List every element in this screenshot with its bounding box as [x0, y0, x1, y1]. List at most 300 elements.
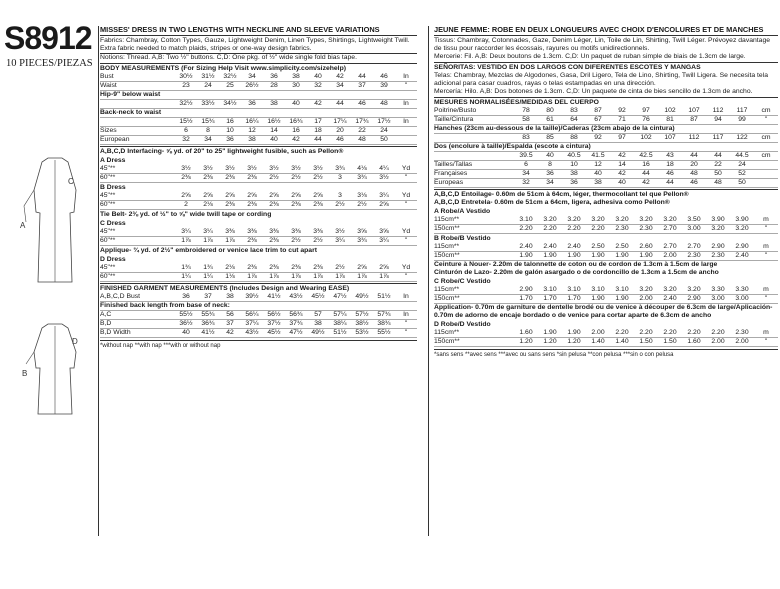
en-body-row-label: Sizes [100, 127, 117, 134]
fr-fabric-row-label: 115cm** [434, 216, 460, 223]
en-body-row [100, 118, 417, 127]
en-finished-unit: " [404, 320, 408, 327]
en-finished-cell: 53½ [355, 329, 369, 336]
en-finished-cell: 37¼ [245, 320, 259, 327]
fr-fabric-cell: 2.00 [591, 329, 605, 336]
en-finished-cell: 37¾ [289, 320, 303, 327]
en-body-cell: 31½ [201, 73, 215, 80]
fr-fabric-cell: 1.70 [519, 295, 533, 302]
fr-fabric-row-label: 115cm** [434, 243, 460, 250]
en-fabric-cell: 1⅞ [335, 273, 345, 280]
en-fabric-row-cells [175, 165, 417, 173]
fr-fabric-row [434, 286, 778, 295]
fr-fabric-cell: 1.90 [615, 295, 629, 302]
fr-fabric-cell: 2.20 [543, 225, 557, 232]
fr-fabric-cell: 1.90 [519, 252, 533, 259]
en-body-cell: 36 [226, 136, 234, 143]
en-finished-row-label: A,B,C,D Bust [100, 293, 141, 300]
fr-fabric-cell: 2.30 [735, 329, 749, 336]
fr-mes-cell: 34 [546, 179, 554, 186]
en-fabric-cell: 2½ [335, 264, 345, 271]
en-fabric-cell: 1⅞ [379, 273, 389, 280]
fr-mes-cell: 48 [714, 179, 722, 186]
en-title: MISSES' DRESS IN TWO LENGTHS WITH NECKLINE AND SLEEVE VARIATIONS [100, 26, 417, 36]
fr-mes-title: MESURES NORMALISÉES/MEDIDAS DEL CUERPO [434, 97, 778, 107]
en-finished-row-label: Finished back length from base of neck: [100, 302, 230, 309]
en-body-row [100, 82, 417, 91]
en-body-cell: 16½ [267, 118, 281, 125]
en-fabric-cell: 1⅛ [225, 273, 235, 280]
fr-fabric-cell: 2.00 [711, 338, 725, 345]
en-fabric-group-name: Tie Belt- 2⅜ yd. of ½" to ⅝" wide twill tape or cording [100, 211, 272, 218]
sketch-label-c: C [68, 177, 74, 186]
en-body-cell: 24 [380, 127, 388, 134]
en-fabric-cell: 1⅞ [313, 273, 323, 280]
fr-mes-cell: 38 [594, 179, 602, 186]
en-body-row [100, 73, 417, 82]
fr-measurements-table [434, 107, 778, 188]
fr-tissus: Tissus: Chambray, Cotonnades, Gaze, Denim Léger, Lin, Toile de Lin, Shirting, Twill Léger. Prévoyez davantage de tissu pour raccorder les écossais, rayures ou motifs unidirectionnels. [434, 37, 770, 52]
fr-fabric-unit: m [763, 329, 769, 336]
en-fabric-row-cells [175, 174, 417, 182]
fr-fabric-cell: 1.90 [567, 329, 581, 336]
en-fabric-cell: 2½ [335, 201, 345, 208]
fr-fabric-cell: 2.20 [591, 225, 605, 232]
en-fabric-cell: 2⅝ [357, 264, 367, 271]
en-fabric-cell: 1⅞ [225, 237, 235, 244]
en-body-cell: 34 [336, 82, 344, 89]
fr-mes-cell: 61 [546, 116, 554, 123]
en-fabric-row-label: 45"** [100, 228, 116, 235]
en-fabric-cell: 3 [338, 192, 342, 199]
fr-mes-cell: 44 [642, 170, 650, 177]
fr-mes-cell: 40 [594, 170, 602, 177]
en-body-cell: 42 [292, 136, 300, 143]
en-fabric-cell: 2½ [291, 174, 301, 181]
en-body-cell: 37 [358, 82, 366, 89]
en-fabric-unit: Yd [401, 228, 411, 235]
fr-fabric-unit: " [764, 295, 768, 302]
fr-mes-cell: 92 [618, 107, 626, 114]
fr-mes-cell: 83 [570, 107, 578, 114]
en-body-cell: 17½ [377, 118, 391, 125]
en-finished-unit: " [404, 329, 408, 336]
en-fabric-cell: 2⅜ [181, 174, 191, 181]
en-body-cell: 25 [226, 82, 234, 89]
en-finished-cell: 55¾ [201, 311, 215, 318]
en-body-cell: 40 [314, 73, 322, 80]
en-finished-unit: In [403, 311, 409, 318]
en-body-cell: 34 [248, 73, 256, 80]
en-body-cell: 46 [380, 73, 388, 80]
en-fabric-cell: 2⅜ [225, 201, 235, 208]
en-body-cell: 23 [182, 82, 190, 89]
en-fabric-cell: 3½ [269, 165, 279, 172]
en-fabric-unit: Yd [401, 264, 411, 271]
en-fabric-row-cells [175, 228, 417, 236]
fr-mes-cell: 10 [570, 161, 578, 168]
en-body-unit: In [403, 73, 409, 80]
french-spanish-column [434, 26, 778, 359]
fr-mes-cell: 40.5 [567, 152, 581, 159]
en-fabric-cell: 2⅜ [247, 237, 257, 244]
fr-mes-cell: 58 [522, 116, 530, 123]
fr-mes-cell: 44 [714, 152, 722, 159]
fr-mes-cell: 87 [690, 116, 698, 123]
fr-fabric-cell: 3.10 [519, 216, 533, 223]
fr-fabric-cell: 3.20 [711, 225, 725, 232]
en-finished-cell: 38 [226, 293, 234, 300]
fr-fabric-cell: 3.20 [735, 225, 749, 232]
en-body-cell: 18 [314, 127, 322, 134]
fr-mes-cell: 42 [618, 170, 626, 177]
fr-mes-cell: 22 [714, 161, 722, 168]
fr-fabric-cell: 2.20 [687, 329, 701, 336]
fr-fabric-cell: 2.20 [519, 225, 533, 232]
en-body-cell: 34½ [223, 100, 237, 107]
en-fabric-cell: 3¼ [181, 228, 191, 235]
en-fabric-row [100, 165, 417, 174]
en-finished-cell: 49½ [311, 329, 325, 336]
fr-fabric-cell: 1.90 [591, 252, 605, 259]
en-body-title: BODY MEASUREMENTS (For Sizing Help Visit www.simplicity.com/sizehelp) [100, 63, 417, 73]
fr-fabric-cell: 2.90 [687, 295, 701, 302]
fr-fabric-cell: 1.90 [615, 252, 629, 259]
fr-fabric-cell: 1.20 [567, 338, 581, 345]
en-fabric-cell: 2⅜ [291, 264, 301, 271]
en-fabric-cell: 2⅝ [225, 192, 235, 199]
fr-fabric-cell: 2.30 [639, 225, 653, 232]
en-body-unit [395, 136, 417, 144]
en-body-row-label: Bust [100, 73, 114, 80]
fr-fabric-cell: 1.40 [615, 338, 629, 345]
fr-fabric-cell: 3.20 [663, 216, 677, 223]
en-finished-cell: 57 [314, 311, 322, 318]
fr-fabric-cell: 1.90 [543, 252, 557, 259]
fr-fabric-row [434, 225, 778, 234]
en-body-cell: 16 [292, 127, 300, 134]
en-fabric-cell: 2⅜ [247, 174, 257, 181]
en-body-cell: 16¼ [245, 118, 259, 125]
en-body-row-cells [175, 118, 417, 126]
en-finished-cell: 55½ [377, 329, 391, 336]
en-fabric-cell: 2⅝ [203, 192, 213, 199]
fr-mes-unit: cm [761, 134, 771, 141]
en-body-cell: 15¾ [201, 118, 215, 125]
en-finished-cell: 37½ [267, 320, 281, 327]
fr-mes-cell: 117 [712, 134, 724, 141]
en-finished-cell: 39½ [245, 293, 259, 300]
en-finished-cell: 36 [182, 293, 190, 300]
fr-mes-cell: 102 [664, 107, 676, 114]
fr-mes-row [434, 143, 778, 152]
fr-mes-cell: 18 [666, 161, 674, 168]
en-finished-row-cells [175, 329, 417, 337]
en-body-row-label: Back-neck to waist [100, 109, 162, 116]
en-fabric-cell: 2½ [313, 174, 323, 181]
en-body-cell: 12 [248, 127, 256, 134]
fr-mes-row-label: Hanches (23cm au-dessous de la taille)/Caderas (23cm abajo de la cintura) [434, 125, 675, 132]
en-finished-cell: 56¼ [245, 311, 259, 318]
fr-fabric-cell: 2.00 [639, 295, 653, 302]
fr-mes-row-cells [514, 116, 778, 124]
en-fabric-cell: 2⅝ [269, 192, 279, 199]
fr-fabric-cell: 2.70 [663, 225, 677, 232]
es-entretela: A,B,C,D Entretela- 0.60m de 51cm a 64cm, ligera, adhesiva como Pellon® [434, 199, 670, 206]
fr-fabric-cell: 1.20 [519, 338, 533, 345]
fr-mes-cell: 88 [570, 134, 578, 141]
fr-mes-cell: 36 [570, 179, 578, 186]
fr-fabric-group-name: A Robe/A Vestido [434, 208, 491, 215]
fr-fabric-row-label: 150cm** [434, 338, 460, 345]
fr-fabric-cell: 2.40 [663, 295, 677, 302]
en-fabric-cell: 3¼ [335, 237, 345, 244]
sketch-label-b: B [22, 369, 28, 378]
en-finished-cell: 51½ [333, 329, 347, 336]
en-body-cell: 46 [358, 100, 366, 107]
en-fabric-row-cells [175, 201, 417, 209]
fr-mes-row [434, 179, 778, 188]
en-finished-unit: In [403, 293, 409, 300]
fr-mes-cell: 16 [642, 161, 650, 168]
en-body-cell: 32 [314, 82, 322, 89]
en-body-cell: 48 [358, 136, 366, 143]
fr-mes-cell: 20 [690, 161, 698, 168]
en-fabric-row-label: 45"** [100, 165, 116, 172]
en-body-cell: 30½ [179, 73, 193, 80]
fr-fabric-cell: 1.90 [543, 329, 557, 336]
en-body-unit: " [404, 82, 408, 89]
fr-mes-row [434, 152, 778, 161]
en-finished-cell: 40 [182, 329, 190, 336]
en-body-cell: 16 [226, 118, 234, 125]
en-finished-cell: 38¾ [377, 320, 391, 327]
en-fabric-cell: 2⅛ [225, 264, 235, 271]
fr-fabric-row-cells [514, 243, 778, 251]
en-body-cell: 50 [380, 136, 388, 143]
fr-fabric-cell: 3.20 [543, 216, 557, 223]
en-fabric-cell: 2⅝ [379, 264, 389, 271]
en-fabric-cell: 3¼ [203, 228, 213, 235]
fr-fabric-cell: 3.90 [735, 216, 749, 223]
en-finished-row-label: B,D Width [100, 329, 131, 336]
fr-mes-cell: 42.5 [639, 152, 653, 159]
fr-fabric-cell: 2.40 [519, 243, 533, 250]
en-fabric-cell: 2⅜ [247, 264, 257, 271]
fr-mes-cell: 44 [690, 152, 698, 159]
fr-mes-unit [754, 179, 778, 187]
en-finished-cell: 55½ [179, 311, 193, 318]
fr-mes-row-label: Tailles/Tallas [434, 161, 473, 168]
en-notions: Notions: Thread. A,B: Two ½" buttons. C,D: One pkg. of ½" wide single fold bias tape. [100, 53, 417, 62]
fr-mes-row [434, 125, 778, 134]
fr-mes-cell: 102 [640, 134, 652, 141]
fr-mes-cell: 44 [666, 179, 674, 186]
fr-fabric-row-label: 150cm** [434, 225, 460, 232]
en-fabric-row [100, 228, 417, 237]
en-fabric-row-cells [175, 192, 417, 200]
en-fabric-row-label: 60"** [100, 237, 116, 244]
fr-mes-cell: 122 [736, 134, 748, 141]
fr-fabric-cell: 1.20 [543, 338, 557, 345]
en-body-row-cells [175, 100, 417, 108]
fr-fabric-cell: 3.20 [567, 216, 581, 223]
fr-mes-row-label: Dos (encolure à taille)/Espalda (escote a cintura) [434, 143, 591, 150]
en-body-cell: 34 [204, 136, 212, 143]
fr-mes-unit [754, 170, 778, 178]
fr-mes-cell: 87 [594, 107, 602, 114]
fr-mes-row [434, 134, 778, 143]
fr-mes-cell: 8 [548, 161, 552, 168]
en-body-row-cells [175, 82, 417, 90]
en-fabric-cell: 3⅜ [269, 228, 279, 235]
en-finished-cell: 56¾ [289, 311, 303, 318]
en-fabric-row-cells [175, 237, 417, 245]
en-body-cell: 33½ [201, 100, 215, 107]
fr-mes-cell: 64 [570, 116, 578, 123]
fr-fabric-cell: 3.20 [639, 216, 653, 223]
fr-mes-cell: 32 [522, 179, 530, 186]
fr-fabric-row-cells [514, 338, 778, 346]
fr-fabric-row [434, 243, 778, 252]
fr-mes-cell: 92 [594, 134, 602, 141]
fr-mes-unit: cm [761, 152, 771, 159]
fr-fabric-row-cells [514, 295, 778, 303]
fr-fabric-note: Ceinture à Nouer- 2.20m de talonnette de coton ou de cordon de 1.3cm à 1.5cm de large [434, 261, 718, 268]
en-body-cell: 36 [248, 100, 256, 107]
en-finished-cell: 43½ [289, 293, 303, 300]
en-fabric-row-label: 45"** [100, 192, 116, 199]
fr-fabric-cell: 1.60 [519, 329, 533, 336]
en-finished-cell: 45½ [267, 329, 281, 336]
fr-fabric-row-cells [514, 252, 778, 260]
en-fabric-unit: Yd [401, 165, 411, 172]
fr-fabric-row [434, 216, 778, 225]
fr-mes-row-label: Europeas [434, 179, 464, 186]
en-body-cell: 39 [380, 82, 388, 89]
en-fabric-row [100, 192, 417, 201]
en-fabric-cell: 3⅜ [225, 228, 235, 235]
en-body-cell: 28 [270, 82, 278, 89]
fr-mes-cell: 81 [666, 116, 674, 123]
en-fabric-unit: " [404, 201, 408, 208]
fr-mes-cell: 67 [594, 116, 602, 123]
en-fabric-cell: 2⅜ [313, 201, 323, 208]
en-fabric-row [100, 237, 417, 246]
en-finished-row-label: A,C [100, 311, 112, 318]
en-body-row-label: Hip-9" below waist [100, 91, 161, 98]
fr-fabric-unit: " [764, 225, 768, 232]
en-body-cell: 44 [314, 136, 322, 143]
fr-mes-cell: 97 [642, 107, 650, 114]
fr-fabric-cell: 2.90 [711, 243, 725, 250]
en-fabric-cell: 1⅞ [269, 273, 279, 280]
en-body-cell: 44 [358, 73, 366, 80]
en-finished-cell: 37 [204, 293, 212, 300]
en-fabric-cell: 3⅝ [357, 228, 367, 235]
fr-fabric-cell: 2.20 [615, 329, 629, 336]
en-finished-cell: 45½ [311, 293, 325, 300]
fr-fabric-row [434, 252, 778, 261]
en-body-row [100, 100, 417, 109]
fr-mes-cell: 42 [642, 179, 650, 186]
en-fabric-cell: 2⅝ [181, 192, 191, 199]
fr-mes-cell: 46 [666, 170, 674, 177]
en-body-row-cells [175, 136, 417, 144]
en-finished-cell: 38½ [355, 320, 369, 327]
fr-mes-row-label: Françaises [434, 170, 468, 177]
en-body-unit: In [403, 118, 409, 125]
fr-fabric-row-label: 115cm** [434, 329, 460, 336]
en-fabric-cell: 3½ [203, 165, 213, 172]
en-body-cell: 26½ [245, 82, 259, 89]
en-fabric-unit: " [404, 174, 408, 181]
en-body-cell: 15½ [179, 118, 193, 125]
en-body-table [100, 73, 417, 145]
en-fabric-row [100, 201, 417, 210]
en-body-cell: 6 [184, 127, 188, 134]
fr-fabric-cell: 1.90 [591, 295, 605, 302]
en-body-cell: 8 [206, 127, 210, 134]
en-finished-row-cells [175, 311, 417, 319]
fr-mes-cell: 40 [546, 152, 554, 159]
fr-fabric-note: Application- 0.70m de garniture de dentelle brodé ou de venice à découper de 6.3cm de large/Aplicación- 0.70m de adorno de encaje bordado o de venice para cortar aparte de 6.3cm de ancho [434, 304, 773, 319]
en-fabric-cell: 2½ [269, 174, 279, 181]
divider-left [98, 26, 99, 536]
fr-fabric-cell: 3.50 [687, 216, 701, 223]
en-fabric-cell: 3½ [335, 228, 345, 235]
fr-mes-cell: 94 [714, 116, 722, 123]
en-fabric-row [100, 273, 417, 282]
en-body-row [100, 136, 417, 145]
en-fabric-cell: 4⅛ [357, 165, 367, 172]
en-fabric-group-name: A Dress [100, 157, 126, 164]
en-finished-cell: 38¼ [333, 320, 347, 327]
fr-fabric-unit: m [763, 243, 769, 250]
fr-mes-row [434, 107, 778, 116]
en-fabric-cell: 3⅜ [313, 228, 323, 235]
en-finished-cell: 56½ [267, 311, 281, 318]
en-body-cell: 10 [226, 127, 234, 134]
fr-fabric-group-name: C Robe/C Vestido [434, 278, 491, 285]
fr-fabric-row-cells [514, 225, 778, 233]
fr-fabric-cell: 2.00 [663, 252, 677, 259]
en-fabric-cell: 4¼ [379, 165, 389, 172]
fr-fabric-unit: " [764, 338, 768, 345]
en-body-unit [395, 127, 417, 135]
fr-mes-cell: 78 [522, 107, 530, 114]
fr-mes-row-label: Poitrine/Busto [434, 107, 477, 114]
fr-mes-row-label: Taille/Cintura [434, 116, 474, 123]
fr-mes-row-cells [514, 152, 778, 160]
en-finished-row [100, 293, 417, 302]
en-fabric-cell: 3½ [291, 165, 301, 172]
en-fabric-cell: 2⅝ [379, 201, 389, 208]
fr-mes-cell: 112 [688, 134, 700, 141]
fr-mes-unit: " [764, 116, 768, 123]
es-merceria: Mercería: Hilo. A,B: Dos botones de 1.3cm. C,D: Un paquete de cinta de bies sencillo de 1.3cm de ancho. [434, 88, 753, 95]
es-telas: Telas: Chambray, Mezclas de Algodones, Gasa, Dril Ligero, Tela de Lino, Shirting, Twill Ligera. Se necesita tela adicional para casar cuadros, rayas o telas estampadas en una dirección. [434, 72, 768, 87]
fr-fabric-cell: 3.00 [735, 295, 749, 302]
fr-mes-cell: 83 [522, 134, 530, 141]
en-body-cell: 42 [336, 73, 344, 80]
fr-fabric-cell: 2.50 [615, 243, 629, 250]
fr-fabric-cell: 2.70 [663, 243, 677, 250]
en-fabric-row-label: 45"** [100, 264, 116, 271]
fr-fabric-cell: 3.10 [543, 286, 557, 293]
fr-mes-cell: 43 [666, 152, 674, 159]
fr-fabric-cell: 2.00 [735, 338, 749, 345]
